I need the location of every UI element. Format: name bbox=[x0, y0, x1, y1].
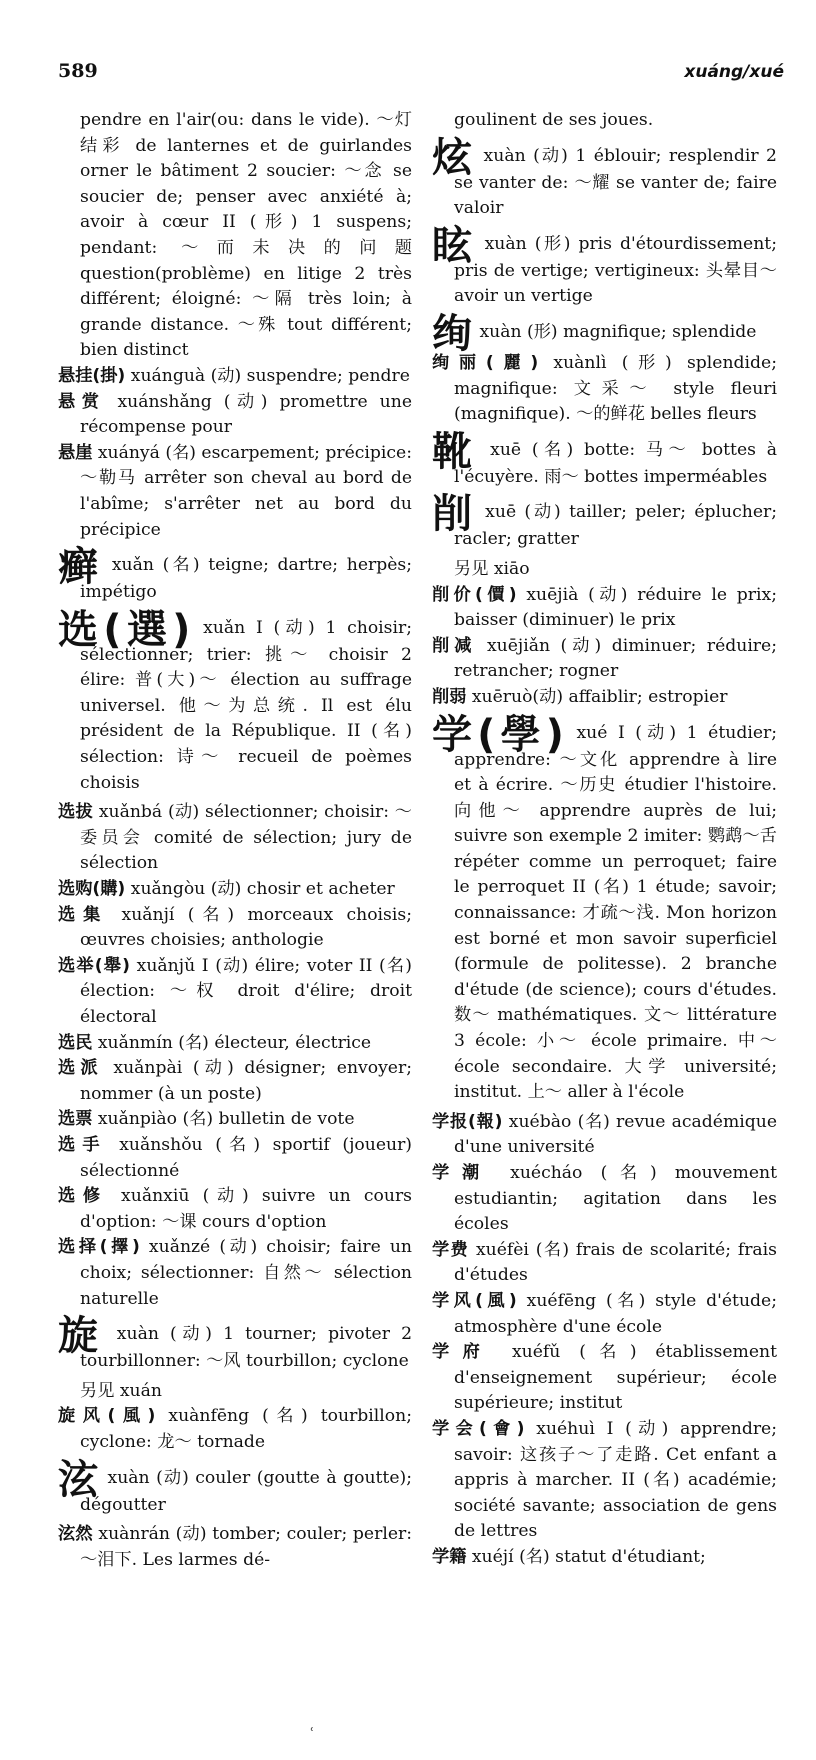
sub-entry bbox=[432, 351, 777, 428]
entry-definition: xuányá (名) escarpement; précipice: ～勒马 arrêter son cheval au bord de l'abîme; s'arrêter net au bord du précipice bbox=[80, 442, 412, 540]
headword: 学籍 bbox=[432, 1546, 467, 1567]
entry-definition: xuàn (形) pris d'étourdissement; pris de vertige; vertigineux: 头晕目～ avoir un vertige bbox=[454, 233, 777, 307]
entry-definition: xuǎnbá (动) sélectionner; choisir: ～委员会 comité de sélection; jury de sélection bbox=[80, 802, 412, 874]
headword-large: 选(選) bbox=[58, 606, 191, 653]
entry-definition: xuéjí (名) statut d'étudiant; bbox=[466, 1546, 706, 1567]
sub-entry bbox=[58, 1107, 412, 1133]
main-entry bbox=[58, 1456, 412, 1519]
sub-entry bbox=[58, 390, 412, 441]
headword: 旋风(風) bbox=[58, 1406, 156, 1427]
folio-mark: ʿ bbox=[310, 1726, 315, 1742]
entry-continuation: goulinent de ses joues. bbox=[454, 110, 654, 130]
running-head: xuáng/xué bbox=[684, 62, 784, 82]
entry-definition: xuǎnjí (名) morceaux choisis; œuvres choisies; anthologie bbox=[80, 904, 412, 951]
headword: 悬赏 bbox=[58, 391, 106, 412]
headword: 削减 bbox=[432, 635, 477, 656]
sub-entry bbox=[58, 1404, 412, 1455]
sub-entry bbox=[432, 1289, 777, 1340]
headword-large: 学(學) bbox=[432, 711, 564, 758]
entry-definition: xuéfēng (名) style d'étude; atmosphère d'une école bbox=[454, 1290, 778, 1337]
main-entry bbox=[432, 222, 777, 310]
main-entry bbox=[432, 711, 777, 1106]
sub-entry bbox=[58, 364, 412, 390]
entry-definition: xuǎnshǒu (名) sportif (joueur) sélectionné bbox=[80, 1134, 412, 1181]
sub-entry bbox=[58, 877, 412, 903]
entry-continuation: 另见 xiāo bbox=[454, 558, 530, 579]
sub-entry bbox=[58, 1235, 412, 1312]
sub-entry bbox=[432, 1110, 777, 1161]
entry-definition: xuécháo (名) mouvement estudiantin; agitation dans les écoles bbox=[454, 1163, 777, 1235]
entry-definition: xuàn (动) 1 tourner; pivoter 2 tourbillonner: ～风 tourbillon; cyclone bbox=[80, 1324, 413, 1372]
sub-entry bbox=[58, 903, 412, 954]
entry-definition: xuéhuì I (动) apprendre; savoir: 这孩子～了走路. Cet enfant a appris à marcher. II (名) académie; société savante; association de gens de lettres bbox=[454, 1418, 777, 1542]
headword: 学会(會) bbox=[432, 1418, 525, 1439]
entry-definition: xuéfǔ (名) établissement d'enseignement supérieur; école supérieure; institut bbox=[454, 1342, 777, 1414]
entry-definition: xué I (动) 1 étudier; apprendre: ～文化 apprendre à lire et à écrire. ～历史 étudier l'histoire. 向他～ apprendre auprès de lui; suivre son exemple 2 imiter: 鹦鹉～舌 répéter comme un perroquet; faire le perroquet II (名) 1 étude; savoir; connaissance: 才疏～浅. Mon horizon est borné et mon savoir superficiel (formule de politesse). 2 branche d'étude (de science); cours d'études. 数～ mathématiques. 文～ littérature 3 école: 小～ école primaire. 中～ école secondaire. 大学 université; institut. 上～ aller à l'école bbox=[454, 722, 777, 1103]
headword: 选举(舉) bbox=[58, 955, 131, 976]
sub-entry bbox=[58, 1056, 412, 1107]
entry-definition: xuéfèi (名) frais de scolarité; frais d'études bbox=[454, 1239, 777, 1286]
headword-large: 眩 bbox=[432, 222, 475, 269]
entry-definition: xuǎngòu (动) chosir et acheter bbox=[125, 879, 395, 900]
entry-definition: xuē (动) tailler; peler; éplucher; racler; gratter bbox=[454, 502, 777, 550]
headword: 选集 bbox=[58, 904, 109, 925]
sub-entry bbox=[432, 1417, 777, 1545]
main-entry bbox=[432, 428, 777, 491]
headword: 学风(風) bbox=[432, 1290, 517, 1311]
entry-definition: xuǎnzé (动) choisir; faire un choix; sélectionner: 自然～ sélection naturelle bbox=[80, 1237, 413, 1309]
entry-definition: xuánguà (动) suspendre; pendre bbox=[125, 365, 410, 386]
headword: 削价(價) bbox=[432, 584, 517, 605]
main-entry bbox=[58, 606, 412, 797]
entry-definition: xuē (名) botte: 马～ bottes à l'écuyère. 雨～ bottes imperméables bbox=[454, 439, 777, 487]
entry-definition: xuànrán (动) tomber; couler; perler: ～泪下. Les larmes dé- bbox=[80, 1524, 412, 1570]
sub-entry bbox=[432, 1545, 777, 1571]
left-column bbox=[58, 108, 412, 1573]
headword-large: 靴 bbox=[432, 428, 478, 475]
sub-entry bbox=[432, 1340, 777, 1417]
headword: 悬挂(掛) bbox=[58, 365, 126, 386]
sub-entry bbox=[432, 583, 777, 634]
headword-large: 癣 bbox=[58, 544, 102, 591]
headword: 削弱 bbox=[432, 686, 467, 707]
headword: 选手 bbox=[58, 1134, 107, 1155]
entry-definition: xuǎnpài (动) désigner; envoyer; nommer (à un poste) bbox=[80, 1058, 412, 1104]
sub-entry bbox=[432, 1161, 777, 1238]
sub-entry bbox=[58, 1133, 412, 1184]
main-entry bbox=[432, 310, 777, 357]
page-number: 589 bbox=[58, 60, 98, 82]
headword: 泫然 bbox=[58, 1524, 93, 1545]
sub-entry bbox=[58, 1522, 412, 1573]
headword: 学报(報) bbox=[432, 1111, 503, 1132]
headword: 选修 bbox=[58, 1186, 108, 1207]
sub-entry bbox=[58, 954, 412, 1031]
entry-definition: xuàn (动) couler (goutte à goutte); dégoutter bbox=[80, 1467, 412, 1515]
headword: 绚丽(麗) bbox=[432, 352, 539, 373]
entry-definition: xuējiǎn (动) diminuer; réduire; retrancher; rogner bbox=[454, 635, 777, 682]
entry-definition: xuàn (动) 1 éblouir; resplendir 2 se vanter de: ～耀 se vanter de; faire valoir bbox=[454, 145, 777, 219]
main-entry bbox=[432, 491, 777, 553]
entry-definition: xuànfēng (名) tourbillon; cyclone: 龙～ tornade bbox=[80, 1406, 412, 1452]
headword: 学费 bbox=[432, 1239, 470, 1260]
sub-entry bbox=[432, 1238, 777, 1289]
entry-definition: xuǎn (名) teigne; dartre; herpès; impétigo bbox=[80, 555, 412, 603]
main-entry bbox=[432, 134, 777, 222]
headword-large: 绚 bbox=[432, 310, 472, 357]
headword-large: 旋 bbox=[58, 1313, 104, 1360]
sub-entry bbox=[58, 1184, 412, 1235]
headword-large: 削 bbox=[432, 491, 475, 538]
headword: 选择(擇) bbox=[58, 1237, 140, 1258]
entry-continuation: 另见 xuán bbox=[80, 1380, 162, 1401]
headword: 学府 bbox=[432, 1342, 494, 1363]
entry-definition: xuǎn I (动) 1 choisir; sélectionner; trier: 挑～ choisir 2 élire: 普(大)～ élection au suffrage universel. 他～为总统. Il est élu président de la République. II (名) sélection: 诗～ recueil de poèmes choisis bbox=[80, 617, 412, 793]
headword: 选派 bbox=[58, 1058, 103, 1079]
entry-definition: xuébào (名) revue académique d'une université bbox=[454, 1111, 777, 1158]
entry-definition: xuánshǎng (动) promettre une récompense pour bbox=[80, 391, 412, 438]
entry-definition: xuànlì (形) splendide; magnifique: 文采～ style fleuri (magnifique). ～的鲜花 belles fleurs bbox=[454, 352, 777, 425]
headword: 选票 bbox=[58, 1109, 93, 1130]
entry-definition: xuǎnxiū (动) suivre un cours d'option: ～课 cours d'option bbox=[80, 1186, 412, 1232]
headword: 选民 bbox=[58, 1032, 93, 1053]
main-entry bbox=[58, 1313, 413, 1375]
headword: 学潮 bbox=[432, 1163, 492, 1183]
sub-entry bbox=[432, 634, 777, 685]
sub-entry bbox=[58, 800, 412, 877]
entry-definition: xuēruò(动) affaiblir; estropier bbox=[466, 686, 728, 707]
entry-continuation: pendre en l'air(ou: dans le vide). ～灯结彩 de lanternes et de guirlandes orner le bâtiment 2 soucier: ～念 se soucier de; penser avec anxiété à; avoir à cœur II (形) 1 suspens; pendant: ～而未决的问题 question(problème) en litige 2 très différent; éloigné: ～隔 très loin; à grande distance. ～殊 tout différent; bien distinct bbox=[80, 110, 412, 361]
entry-definition: xuàn (形) magnifique; splendide bbox=[474, 321, 757, 342]
right-column bbox=[432, 108, 777, 1571]
headword: 悬崖 bbox=[58, 442, 93, 463]
headword: 选拔 bbox=[58, 802, 94, 823]
entry-definition: xuǎnpiào (名) bulletin de vote bbox=[92, 1109, 355, 1130]
sub-entry bbox=[432, 685, 777, 711]
entry-definition: xuǎnjǔ I (动) élire; voter II (名) élection: ～权 droit d'élire; droit électoral bbox=[80, 955, 413, 1027]
headword-large: 泫 bbox=[58, 1456, 100, 1503]
main-entry bbox=[58, 544, 412, 606]
entry-definition: xuējià (动) réduire le prix; baisser (diminuer) le prix bbox=[454, 584, 777, 631]
headword-large: 炫 bbox=[432, 134, 475, 181]
sub-entry bbox=[58, 1031, 412, 1057]
headword: 选购(購) bbox=[58, 879, 126, 900]
sub-entry bbox=[58, 441, 412, 543]
entry-definition: xuǎnmín (名) électeur, électrice bbox=[92, 1032, 372, 1053]
